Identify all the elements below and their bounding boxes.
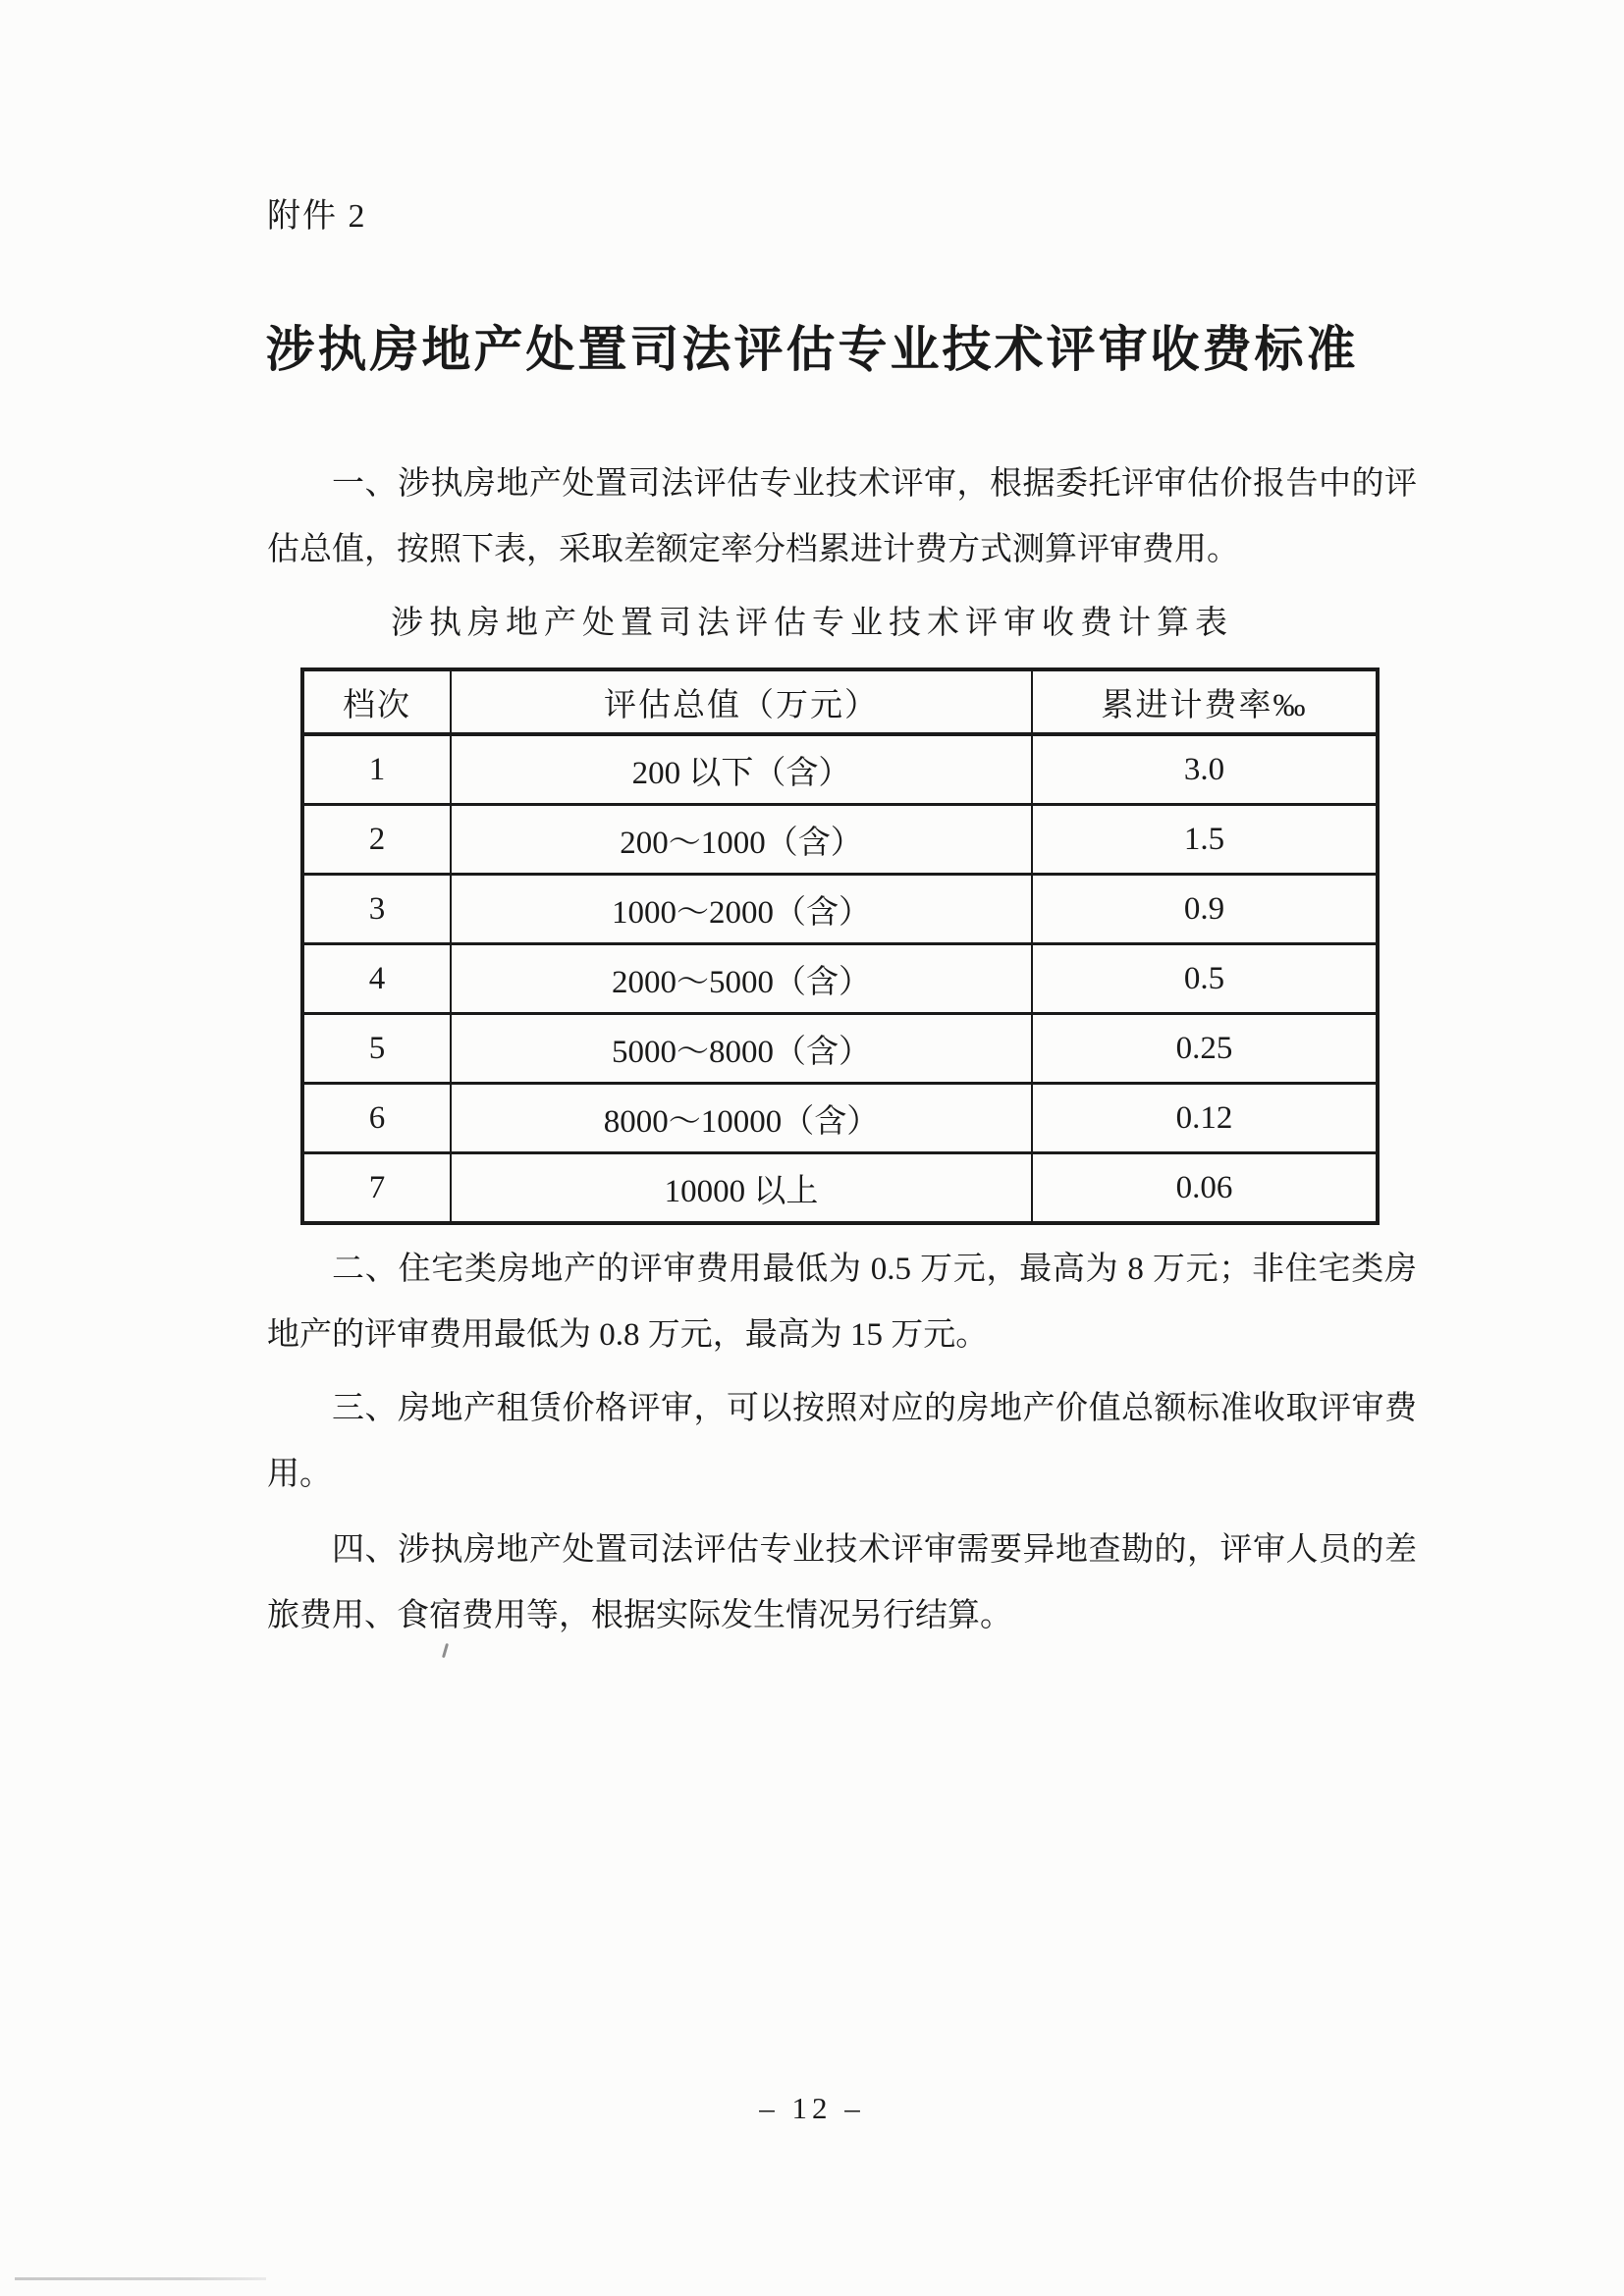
- cell-grade: 4: [302, 944, 451, 1014]
- table-row: [302, 1153, 1378, 1224]
- cell-grade: 3: [302, 875, 451, 944]
- cell-value-range: 8000～10000（含）: [451, 1084, 1032, 1153]
- attachment-label: 附件 2: [267, 198, 367, 235]
- table-row: [302, 805, 1378, 875]
- scan-streak-artifact: [15, 2277, 266, 2280]
- cell-rate: 0.12: [1032, 1084, 1378, 1153]
- paragraph-3: [267, 1376, 1417, 1508]
- cell-grade: 1: [302, 734, 451, 805]
- paragraph-2-line-2: 地产的评审费用最低为 0.8 万元，最高为 15 万元。: [267, 1317, 989, 1353]
- table-header-row: [302, 669, 1378, 734]
- paragraph-4-line-1: 四、涉执房地产处置司法评估专业技术评审需要异地查勘的，评审人员的差: [332, 1532, 1417, 1568]
- col-header-progressive-rate: 累进计费率‰: [1032, 669, 1378, 734]
- paragraph-4-line-2: 旅费用、食宿费用等，根据实际发生情况另行结算。: [267, 1598, 1012, 1633]
- fee-table: [300, 667, 1380, 1225]
- cell-value-range: 5000～8000（含）: [451, 1014, 1032, 1084]
- table-row: [302, 875, 1378, 944]
- cell-grade: 7: [302, 1153, 451, 1224]
- cell-value-range: 2000～5000（含）: [451, 944, 1032, 1014]
- paragraph-3-line-2: 用。: [267, 1457, 332, 1492]
- cell-rate: 0.06: [1032, 1153, 1378, 1224]
- cell-rate: 0.9: [1032, 875, 1378, 944]
- col-header-grade: 档次: [302, 669, 451, 734]
- cell-rate: 0.25: [1032, 1014, 1378, 1084]
- cell-value-range: 200～1000（含）: [451, 805, 1032, 875]
- paragraph-1: [267, 452, 1417, 583]
- table-row: [302, 1084, 1378, 1153]
- col-header-assessed-value: 评估总值（万元）: [451, 669, 1032, 734]
- paragraph-4: [267, 1518, 1417, 1649]
- table-row: [302, 944, 1378, 1014]
- table-caption: 涉执房地产处置司法评估专业技术评审收费计算表: [391, 606, 1233, 641]
- cell-grade: 5: [302, 1014, 451, 1084]
- cell-rate: 3.0: [1032, 734, 1378, 805]
- cell-grade: 2: [302, 805, 451, 875]
- cell-value-range: 10000 以上: [451, 1153, 1032, 1224]
- table-row: [302, 734, 1378, 805]
- cell-rate: 0.5: [1032, 944, 1378, 1014]
- cell-value-range: 200 以下（含）: [451, 734, 1032, 805]
- cell-value-range: 1000～2000（含）: [451, 875, 1032, 944]
- paragraph-2: [267, 1237, 1417, 1368]
- page-number: – 12 –: [759, 2091, 865, 2125]
- paragraph-2-line-1: 二、住宅类房地产的评审费用最低为 0.5 万元，最高为 8 万元；非住宅类房: [332, 1252, 1417, 1287]
- cell-grade: 6: [302, 1084, 451, 1153]
- cell-rate: 1.5: [1032, 805, 1378, 875]
- table-row: [302, 1014, 1378, 1084]
- paragraph-1-line-1: 一、涉执房地产处置司法评估专业技术评审，根据委托评审估价报告中的评: [332, 466, 1417, 502]
- paragraph-1-line-2: 估总值，按照下表，采取差额定率分档累进计费方式测算评审费用。: [267, 532, 1239, 567]
- page-title: 涉执房地产处置司法评估专业技术评审收费标准: [265, 322, 1359, 377]
- paragraph-3-line-1: 三、房地产租赁价格评审，可以按照对应的房地产价值总额标准收取评审费: [332, 1391, 1417, 1426]
